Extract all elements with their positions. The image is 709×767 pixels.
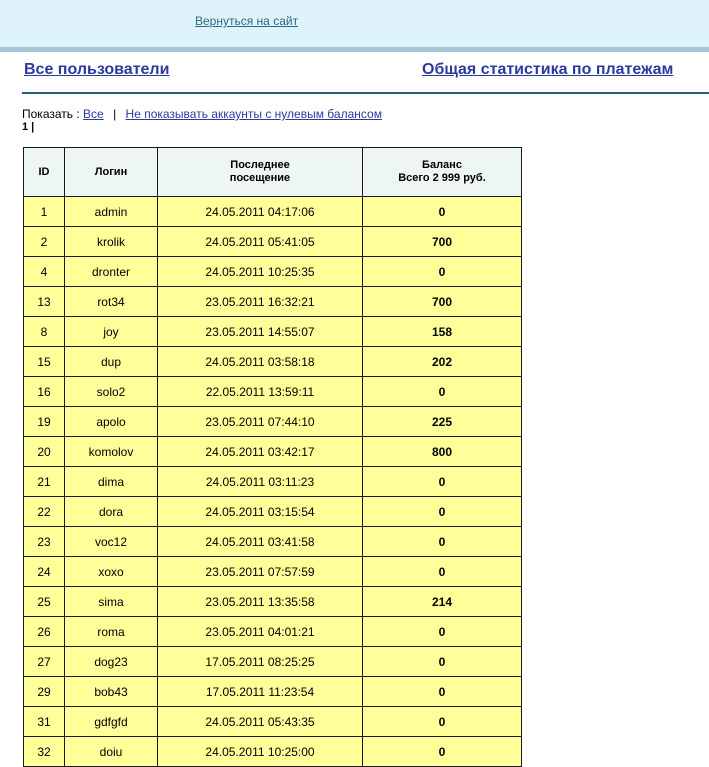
header-balance — [363, 148, 522, 197]
cell-id: 26 — [24, 617, 65, 647]
table-row — [24, 287, 522, 317]
table-row — [24, 197, 522, 227]
table-row — [24, 467, 522, 497]
cell-balance: 0 — [363, 497, 522, 527]
cell-login: apolo — [65, 407, 158, 437]
header-last-visit — [158, 148, 363, 197]
cell-id: 20 — [24, 437, 65, 467]
back-to-site-link[interactable]: Вернуться на сайт — [195, 14, 299, 28]
cell-login: admin — [65, 197, 158, 227]
cell-login: rot34 — [65, 287, 158, 317]
cell-balance: 0 — [363, 647, 522, 677]
header-login: Логин — [65, 148, 158, 197]
cell-login: solo2 — [65, 377, 158, 407]
cell-balance: 0 — [363, 737, 522, 767]
cell-balance: 0 — [363, 467, 522, 497]
cell-id: 1 — [24, 197, 65, 227]
table-row — [24, 407, 522, 437]
table-header-row — [24, 148, 522, 197]
cell-last-visit: 24.05.2011 04:17:06 — [158, 197, 363, 227]
cell-balance: 700 — [363, 227, 522, 257]
cell-last-visit: 24.05.2011 10:25:35 — [158, 257, 363, 287]
cell-balance: 225 — [363, 407, 522, 437]
filter-separator: | — [113, 107, 117, 121]
cell-login: roma — [65, 617, 158, 647]
pagination: 1 | — [22, 121, 35, 133]
header-last-visit-line2: посещение — [229, 172, 291, 184]
cell-id: 23 — [24, 527, 65, 557]
cell-id: 8 — [24, 317, 65, 347]
cell-id: 19 — [24, 407, 65, 437]
table-row — [24, 527, 522, 557]
cell-last-visit: 23.05.2011 16:32:21 — [158, 287, 363, 317]
cell-id: 16 — [24, 377, 65, 407]
filter-bar — [22, 107, 382, 121]
cell-balance: 214 — [363, 587, 522, 617]
cell-last-visit: 24.05.2011 10:25:00 — [158, 737, 363, 767]
cell-last-visit: 17.05.2011 08:25:25 — [158, 647, 363, 677]
table-row — [24, 317, 522, 347]
cell-balance: 800 — [363, 437, 522, 467]
payment-stats-link[interactable]: Общая статистика по платежам — [422, 61, 674, 78]
hide-zero-balance-link[interactable]: Не показывать аккаунты с нулевым балансом — [125, 107, 382, 121]
cell-login: sima — [65, 587, 158, 617]
cell-balance: 0 — [363, 677, 522, 707]
cell-id: 15 — [24, 347, 65, 377]
cell-id: 2 — [24, 227, 65, 257]
all-users-link[interactable]: Все пользователи — [24, 61, 170, 78]
cell-last-visit: 24.05.2011 03:15:54 — [158, 497, 363, 527]
cell-balance: 700 — [363, 287, 522, 317]
table-row — [24, 557, 522, 587]
cell-last-visit: 23.05.2011 13:35:58 — [158, 587, 363, 617]
header-last-visit-line1: Последнее — [230, 159, 290, 171]
cell-login: komolov — [65, 437, 158, 467]
users-table — [23, 147, 522, 767]
cell-login: dima — [65, 467, 158, 497]
cell-balance: 0 — [363, 377, 522, 407]
cell-id: 24 — [24, 557, 65, 587]
cell-last-visit: 24.05.2011 05:41:05 — [158, 227, 363, 257]
cell-login: voc12 — [65, 527, 158, 557]
cell-last-visit: 23.05.2011 14:55:07 — [158, 317, 363, 347]
table-row — [24, 737, 522, 767]
table-row — [24, 647, 522, 677]
cell-id: 13 — [24, 287, 65, 317]
cell-login: xoxo — [65, 557, 158, 587]
cell-last-visit: 24.05.2011 03:41:58 — [158, 527, 363, 557]
cell-id: 4 — [24, 257, 65, 287]
table-row — [24, 347, 522, 377]
cell-balance: 0 — [363, 557, 522, 587]
cell-last-visit: 24.05.2011 03:58:18 — [158, 347, 363, 377]
header-balance-line1: Баланс — [422, 159, 462, 171]
cell-last-visit: 23.05.2011 07:44:10 — [158, 407, 363, 437]
cell-login: gdfgfd — [65, 707, 158, 737]
cell-login: doiu — [65, 737, 158, 767]
cell-login: dronter — [65, 257, 158, 287]
cell-id: 25 — [24, 587, 65, 617]
cell-last-visit: 23.05.2011 04:01:21 — [158, 617, 363, 647]
cell-id: 22 — [24, 497, 65, 527]
cell-balance: 0 — [363, 617, 522, 647]
cell-last-visit: 24.05.2011 05:43:35 — [158, 707, 363, 737]
cell-id: 29 — [24, 677, 65, 707]
table-row — [24, 587, 522, 617]
cell-balance: 0 — [363, 197, 522, 227]
cell-balance: 0 — [363, 257, 522, 287]
table-row — [24, 377, 522, 407]
cell-last-visit: 24.05.2011 03:11:23 — [158, 467, 363, 497]
table-row — [24, 257, 522, 287]
cell-login: dup — [65, 347, 158, 377]
cell-id: 31 — [24, 707, 65, 737]
cell-balance: 0 — [363, 527, 522, 557]
table-row — [24, 617, 522, 647]
cell-id: 27 — [24, 647, 65, 677]
table-row — [24, 707, 522, 737]
cell-last-visit: 24.05.2011 03:42:17 — [158, 437, 363, 467]
table-row — [24, 437, 522, 467]
table-row — [24, 227, 522, 257]
table-row — [24, 497, 522, 527]
top-bar — [0, 0, 709, 52]
cell-id: 21 — [24, 467, 65, 497]
cell-balance: 158 — [363, 317, 522, 347]
cell-id: 32 — [24, 737, 65, 767]
header-balance-total: Всего 2 999 руб. — [398, 172, 486, 184]
nav-bar — [0, 52, 709, 96]
cell-login: krolik — [65, 227, 158, 257]
cell-last-visit: 22.05.2011 13:59:11 — [158, 377, 363, 407]
cell-login: dog23 — [65, 647, 158, 677]
cell-balance: 0 — [363, 707, 522, 737]
show-label: Показать : — [22, 107, 80, 121]
header-id: ID — [24, 148, 65, 197]
cell-login: dora — [65, 497, 158, 527]
nav-divider — [22, 92, 709, 94]
cell-last-visit: 17.05.2011 11:23:54 — [158, 677, 363, 707]
cell-login: bob43 — [65, 677, 158, 707]
cell-login: joy — [65, 317, 158, 347]
table-row — [24, 677, 522, 707]
show-all-link[interactable]: Все — [83, 107, 104, 121]
cell-last-visit: 23.05.2011 07:57:59 — [158, 557, 363, 587]
cell-balance: 202 — [363, 347, 522, 377]
